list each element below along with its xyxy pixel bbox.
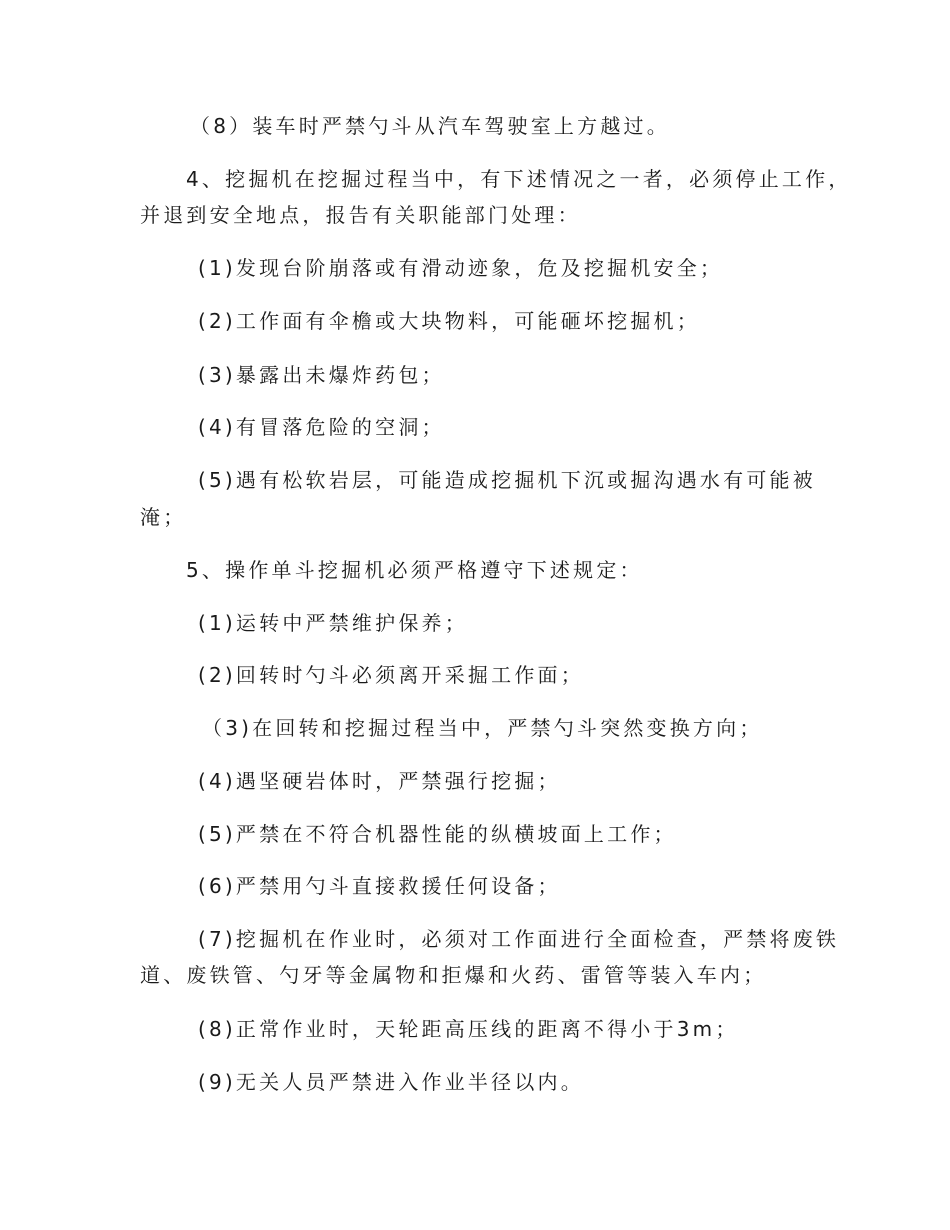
section-4-item-5: (5)遇有松软岩层，可能造成挖掘机下沉或掘沟遇水有可能被 (198, 468, 816, 492)
section-4-item-4: (4)有冒落危险的空洞； (198, 415, 445, 439)
section-4-item-2: (2)工作面有伞檐或大块物料，可能砸坏挖掘机； (198, 309, 700, 333)
section-4-heading-cont: 并退到安全地点，报告有关职能部门处理： (140, 203, 581, 227)
section-4-heading: 4、挖掘机在挖掘过程当中，有下述情况之一者，必须停止工作， (186, 167, 852, 191)
section-5-item-2: (2)回转时勺斗必须离开采掘工作面； (198, 663, 584, 687)
section-5-heading: 5、操作单斗挖掘机必须严格遵守下述规定： (186, 558, 643, 582)
section-4-item-5-cont: 淹； (140, 505, 187, 529)
section-5-item-7-cont: 道、废铁管、勺牙等金属物和拒爆和火药、雷管等装入车内； (140, 963, 767, 987)
section-5-item-8: (8)正常作业时，天轮距高压线的距离不得小于3m； (198, 1017, 739, 1041)
section-5-item-4: (4)遇坚硬岩体时，严禁强行挖掘； (198, 769, 561, 793)
paragraph-item-8-loading: （8）装车时严禁勺斗从汽车驾驶室上方越过。 (190, 114, 670, 138)
section-4-item-3: (3)暴露出未爆炸药包； (198, 363, 445, 387)
section-5-item-6: (6)严禁用勺斗直接救援任何设备； (198, 874, 561, 898)
section-4-item-1: (1)发现台阶崩落或有滑动迹象，危及挖掘机安全； (198, 256, 724, 280)
section-5-item-9: (9)无关人员严禁进入作业半径以内。 (198, 1070, 584, 1094)
section-5-item-3: （3)在回转和挖掘过程当中，严禁勺斗突然变换方向； (202, 716, 763, 740)
section-5-item-7: (7)挖掘机在作业时，必须对工作面进行全面检查，严禁将废铁 (198, 927, 840, 951)
section-5-item-5: (5)严禁在不符合机器性能的纵横坡面上工作； (198, 822, 677, 846)
section-5-item-1: (1)运转中严禁维护保养； (198, 611, 468, 635)
